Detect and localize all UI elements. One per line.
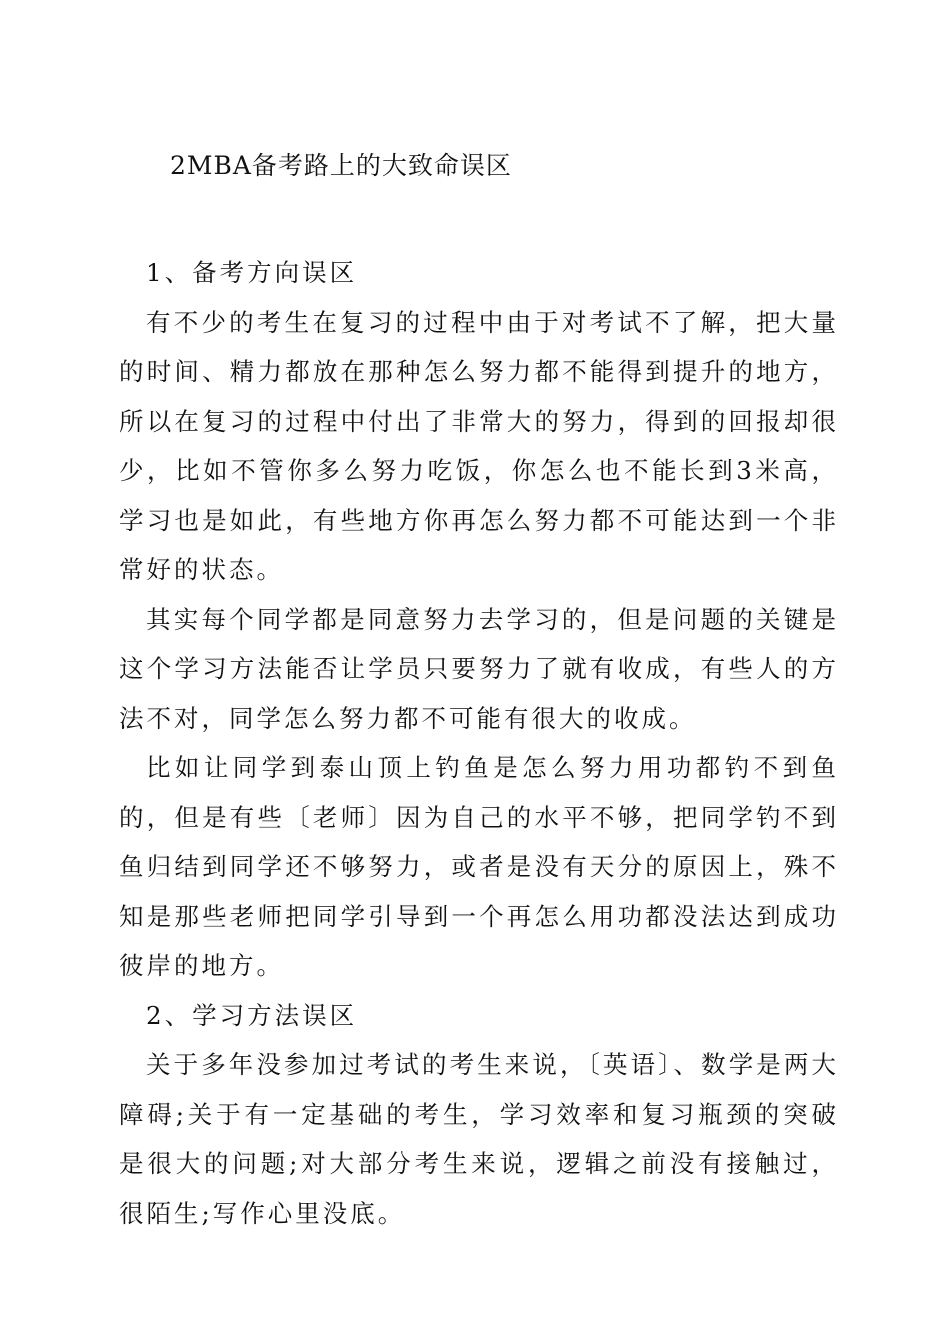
paragraph: 比如让同学到泰山顶上钓鱼是怎么努力用功都钓不到鱼的，但是有些〔老师〕因为自己的水平不够，把同学钓不到鱼归结到同学还不够努力，或者是没有天分的原因上，殊不知是那些老师把同学引导到一个再怎么用功都没法达到成功彼岸的地方。: [119, 753, 839, 980]
document-title: 2MBA备考路上的大致命误区: [170, 151, 512, 180]
section-heading-2: 2、学习方法误区: [146, 1000, 358, 1030]
paragraph: 其实每个同学都是同意努力去学习的，但是问题的关键是这个学习方法能否让学员只要努力了就有收成，有些人的方法不对，同学怎么努力都不可能有很大的收成。: [119, 604, 839, 733]
paragraph: 关于多年没参加过考试的考生来说，〔英语〕、数学是两大障碍;关于有一定基础的考生，学习效率和复习瓶颈的突破是很大的问题;对大部分考生来说，逻辑之前没有接触过，很陌生;写作心里没底。: [119, 1050, 839, 1228]
paragraph: 有不少的考生在复习的过程中由于对考试不了解，把大量的时间、精力都放在那种怎么努力都不能得到提升的地方，所以在复习的过程中付出了非常大的努力，得到的回报却很少，比如不管你多么努力吃饭，你怎么也不能长到3米高，学习也是如此，有些地方你再怎么努力都不可能达到一个非常好的状态。: [119, 307, 839, 584]
section-heading-1: 1、备考方向误区: [146, 258, 358, 287]
document-body: [119, 248, 839, 1238]
